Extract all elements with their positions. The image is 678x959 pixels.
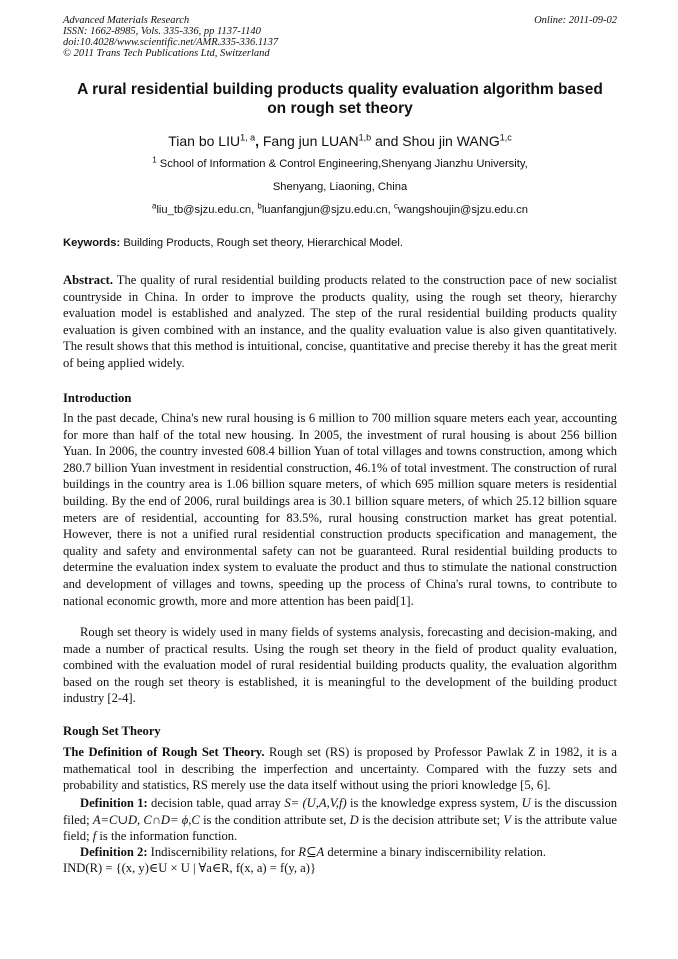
definition-2-text: Indiscernibility relations, for xyxy=(150,845,296,859)
email-c-sup: c xyxy=(393,201,398,211)
author-1: Tian bo LIU xyxy=(168,133,241,149)
keywords-text: Building Products, Rough set theory, Hierarchical Model. xyxy=(123,237,403,249)
email-a-sup: a xyxy=(151,201,157,211)
introduction-paragraph-2: Rough set theory is widely used in many fields of systems analysis, forecasting and decision-making, and made a number of practical results. Using the rough set theory in the field of product quality evaluation, combined with the evaluation model of rural residential building products quality, the evaluation algorithm based on the rough set theory is established, it is meaningful to the development of the building product industry [2-4]. xyxy=(63,625,617,706)
definition-1-text: is the information function. xyxy=(99,829,238,844)
introduction-paragraph-1: In the past decade, China's new rural housing is 6 million to 700 million square meters each year, accounting for more than half of the total new housing. In 2005, the investment of rural housing is about 256 billion Yuan. In 2006, the country invested 608.4 billion Yuan of total villages and towns construction, among which 280.7 billion Yuan investment in residential construction, 46.1% of total investment. The construction of rural buildings in the country area is 1.06 billion square meters, of which 695 million square meters is residential building. By the end of 2006, rural buildings area is 30.1 billion square meters, of which 25.12 billion square meters are of residential, accounting for 83.5%, rural housing construction market has great potential. However, there is not a unified rural residential construction products specification and management, the quality and safety and environmental safety can not be guaranteed. Rural residential building products to determine the evaluation index system to evaluate the product and thus to stimulate the national construction and development of villages and towns, speeding up the process of China's rural towns, to contribute to national economic growth, more and more attention has been paid[1]. xyxy=(63,411,617,608)
issn-line: ISSN: 1662-8985, Vols. 335-336, pp 1137-1140 xyxy=(63,26,261,37)
definition-1-text: is the attribute value field; xyxy=(63,812,617,844)
definition-2 xyxy=(63,844,617,861)
ind-relation-formula: IND(R) = {(x, y)∈U × U | ∀a∈R, f(x, a) = f(y, a)} xyxy=(63,861,316,875)
copyright-line: © 2011 Trans Tech Publications Ltd, Switzerland xyxy=(63,48,270,59)
definition-1-math: V xyxy=(503,812,512,827)
affiliation-line-1 xyxy=(63,157,617,171)
author-1-affil: 1, a xyxy=(240,132,256,143)
definition-1-math: C xyxy=(191,812,200,827)
introduction-heading: Introduction xyxy=(63,391,132,405)
definition-1-math: f xyxy=(92,829,97,844)
email-b-sup: b xyxy=(257,201,262,211)
definition-1 xyxy=(63,795,617,845)
keywords-label: Keywords: xyxy=(63,237,121,249)
author-list: Tian bo LIU$^{1, a}$, Fang jun LUAN$^{1,b}$ and Shou jin WANG$^{1,c}$ xyxy=(168,132,512,149)
email-line xyxy=(63,203,617,217)
author-and: and xyxy=(375,133,399,149)
definition-1-text: , xyxy=(188,812,192,827)
abstract xyxy=(63,272,617,372)
affiliation-line-2: Shenyang, Liaoning, China xyxy=(272,181,408,193)
definition-1-text: decision table, quad array xyxy=(151,796,281,810)
title-line-1: A rural residential building products quality evaluation algorithm based xyxy=(77,81,603,98)
definition-2-math: R⊆A xyxy=(298,845,325,859)
definition-1-math: S= (U,A,V,f) xyxy=(284,796,347,810)
definition-1-math: A=C∪D, C∩D= ϕ xyxy=(92,812,189,827)
author-3-affil: 1,c xyxy=(499,132,512,143)
email-b: luanfangjun@sjzu.edu.cn, xyxy=(261,204,391,216)
journal-name: Advanced Materials Research xyxy=(63,15,190,26)
affiliation-number: 1 xyxy=(152,155,157,165)
keywords xyxy=(63,236,617,250)
abstract-label: Abstract. xyxy=(63,273,114,287)
definition-1-text: is the condition attribute set, xyxy=(203,812,347,827)
definition-1-text: is the decision attribute set; xyxy=(362,812,501,827)
definition-2-text: determine a binary indiscernibility relation. xyxy=(327,845,546,859)
definition-1-text: is the discussion filed; xyxy=(63,796,618,827)
definition-label: The Definition of Rough Set Theory. xyxy=(63,745,265,759)
definition-1-label: Definition 1: xyxy=(80,796,148,810)
paper-title xyxy=(63,80,617,118)
definition-1-math: D xyxy=(349,812,359,827)
author-3: Shou jin WANG xyxy=(402,133,500,149)
abstract-text: The quality of rural residential building products related to the construction pace of new socialist countryside in China. In order to improve the products quality, using the rough set theory, hierarchy evaluation model is established and analyzed. The step of the rural residential building products quality evaluation is given combined with an instance, and the quality evaluation value is also given quantitatively. The result shows that this method is intuitional, concise, quantitative and precise thereby it has the great merit of being applied widely. xyxy=(63,273,617,370)
definition-1-text: is the knowledge express system, xyxy=(350,796,519,810)
definition-2-label: Definition 2: xyxy=(80,845,148,859)
email-a: liu_tb@sjzu.edu.cn, xyxy=(156,204,255,216)
rough-set-theory-heading: Rough Set Theory xyxy=(63,724,161,738)
definition-1-math: U xyxy=(521,796,531,810)
journal-header xyxy=(63,15,617,59)
author-2-affil: 1,b xyxy=(358,132,372,143)
author-2: Fang jun LUAN xyxy=(262,133,359,149)
email-c: wangshoujin@sjzu.edu.cn xyxy=(397,204,528,216)
doi-line: doi:10.4028/www.scientific.net/AMR.335-336.1137 xyxy=(63,37,279,48)
title-line-2: on rough set theory xyxy=(267,100,413,117)
definition-text: Rough set (RS) is proposed by Professor Pawlak Z in 1982, it is a mathematical tool in describing the imperfection and uncertainty. Compared with the fuzzy sets and probability and statistics, RS merely use the data itself without using the priori knowledge [5, 6]. xyxy=(63,745,617,793)
online-date: Online: 2011-09-02 xyxy=(534,15,617,26)
definition-paragraph xyxy=(63,744,617,794)
affiliation-text: School of Information & Control Engineering,Shenyang Jianzhu University, xyxy=(159,158,528,170)
